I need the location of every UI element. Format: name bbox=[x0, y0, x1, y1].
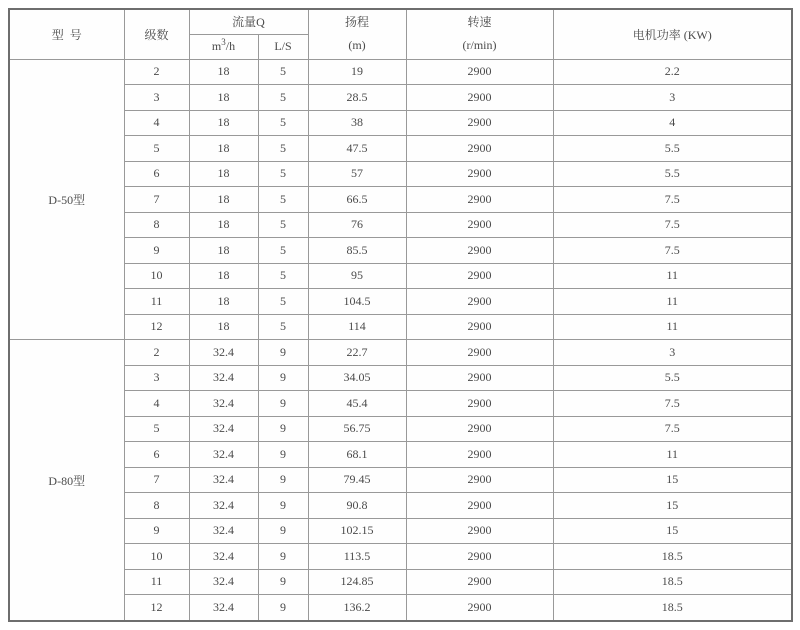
cell-speed: 2900 bbox=[406, 595, 553, 622]
cell-speed: 2900 bbox=[406, 544, 553, 570]
cell-ls: 5 bbox=[258, 238, 308, 264]
cell-m3h: 18 bbox=[189, 314, 258, 340]
header-stages: 级数 bbox=[124, 9, 189, 59]
pump-spec-table bbox=[8, 8, 793, 622]
table-row bbox=[9, 110, 792, 136]
cell-power: 5.5 bbox=[553, 136, 792, 162]
header-flow-group: 流量Q bbox=[189, 9, 308, 34]
cell-ls: 5 bbox=[258, 161, 308, 187]
cell-head: 68.1 bbox=[308, 442, 406, 468]
cell-m3h: 18 bbox=[189, 136, 258, 162]
cell-head: 104.5 bbox=[308, 289, 406, 315]
cell-head: 114 bbox=[308, 314, 406, 340]
flow-unit-base: m bbox=[211, 39, 222, 53]
cell-stages: 9 bbox=[124, 518, 189, 544]
header-head-title: 扬程 bbox=[345, 15, 370, 30]
table-body bbox=[9, 59, 792, 621]
table-row bbox=[9, 59, 792, 85]
cell-power: 11 bbox=[553, 289, 792, 315]
cell-stages: 7 bbox=[124, 187, 189, 213]
cell-head: 19 bbox=[308, 59, 406, 85]
cell-ls: 5 bbox=[258, 187, 308, 213]
cell-stages: 10 bbox=[124, 263, 189, 289]
cell-head: 57 bbox=[308, 161, 406, 187]
cell-stages: 6 bbox=[124, 161, 189, 187]
table-row bbox=[9, 340, 792, 366]
model-cell: D-80型 bbox=[9, 340, 124, 622]
cell-ls: 5 bbox=[258, 314, 308, 340]
header-speed bbox=[406, 9, 553, 59]
cell-head: 66.5 bbox=[308, 187, 406, 213]
cell-m3h: 18 bbox=[189, 263, 258, 289]
cell-stages: 3 bbox=[124, 85, 189, 111]
cell-stages: 12 bbox=[124, 595, 189, 622]
cell-speed: 2900 bbox=[406, 416, 553, 442]
cell-m3h: 18 bbox=[189, 161, 258, 187]
cell-m3h: 18 bbox=[189, 85, 258, 111]
table-row bbox=[9, 289, 792, 315]
cell-head: 102.15 bbox=[308, 518, 406, 544]
flow-unit-sup: 3 bbox=[221, 37, 226, 47]
cell-stages: 11 bbox=[124, 569, 189, 595]
cell-ls: 5 bbox=[258, 110, 308, 136]
cell-speed: 2900 bbox=[406, 110, 553, 136]
cell-m3h: 32.4 bbox=[189, 365, 258, 391]
header-model: 型 号 bbox=[9, 9, 124, 59]
cell-power: 4 bbox=[553, 110, 792, 136]
cell-m3h: 32.4 bbox=[189, 442, 258, 468]
header-row-1 bbox=[9, 9, 792, 34]
cell-ls: 5 bbox=[258, 212, 308, 238]
cell-head: 45.4 bbox=[308, 391, 406, 417]
cell-speed: 2900 bbox=[406, 518, 553, 544]
cell-speed: 2900 bbox=[406, 467, 553, 493]
cell-power: 18.5 bbox=[553, 569, 792, 595]
cell-power: 7.5 bbox=[553, 416, 792, 442]
cell-head: 47.5 bbox=[308, 136, 406, 162]
cell-power: 18.5 bbox=[553, 544, 792, 570]
cell-ls: 9 bbox=[258, 569, 308, 595]
cell-ls: 9 bbox=[258, 595, 308, 622]
cell-m3h: 18 bbox=[189, 187, 258, 213]
cell-speed: 2900 bbox=[406, 365, 553, 391]
table-row bbox=[9, 187, 792, 213]
cell-stages: 5 bbox=[124, 416, 189, 442]
table-row bbox=[9, 136, 792, 162]
table-row bbox=[9, 442, 792, 468]
cell-m3h: 32.4 bbox=[189, 493, 258, 519]
cell-m3h: 18 bbox=[189, 238, 258, 264]
header-head-unit: (m) bbox=[348, 38, 366, 53]
cell-stages: 2 bbox=[124, 59, 189, 85]
cell-ls: 9 bbox=[258, 544, 308, 570]
table-row bbox=[9, 416, 792, 442]
cell-ls: 9 bbox=[258, 493, 308, 519]
cell-m3h: 18 bbox=[189, 110, 258, 136]
cell-power: 7.5 bbox=[553, 187, 792, 213]
table-row bbox=[9, 212, 792, 238]
cell-stages: 4 bbox=[124, 391, 189, 417]
cell-head: 136.2 bbox=[308, 595, 406, 622]
table-row bbox=[9, 493, 792, 519]
cell-ls: 5 bbox=[258, 59, 308, 85]
cell-ls: 5 bbox=[258, 263, 308, 289]
cell-stages: 2 bbox=[124, 340, 189, 366]
cell-ls: 9 bbox=[258, 416, 308, 442]
cell-m3h: 32.4 bbox=[189, 416, 258, 442]
table-row bbox=[9, 595, 792, 622]
cell-ls: 9 bbox=[258, 467, 308, 493]
cell-power: 7.5 bbox=[553, 238, 792, 264]
cell-stages: 5 bbox=[124, 136, 189, 162]
cell-power: 11 bbox=[553, 314, 792, 340]
cell-m3h: 32.4 bbox=[189, 467, 258, 493]
cell-head: 38 bbox=[308, 110, 406, 136]
cell-m3h: 18 bbox=[189, 212, 258, 238]
table-header bbox=[9, 9, 792, 59]
cell-speed: 2900 bbox=[406, 340, 553, 366]
table-row bbox=[9, 518, 792, 544]
table-row bbox=[9, 467, 792, 493]
cell-stages: 4 bbox=[124, 110, 189, 136]
cell-speed: 2900 bbox=[406, 212, 553, 238]
cell-power: 15 bbox=[553, 467, 792, 493]
cell-m3h: 32.4 bbox=[189, 595, 258, 622]
cell-ls: 9 bbox=[258, 340, 308, 366]
cell-head: 22.7 bbox=[308, 340, 406, 366]
cell-power: 15 bbox=[553, 493, 792, 519]
table-row bbox=[9, 161, 792, 187]
cell-speed: 2900 bbox=[406, 136, 553, 162]
flow-unit-rest: /h bbox=[225, 39, 236, 53]
cell-speed: 2900 bbox=[406, 263, 553, 289]
cell-head: 90.8 bbox=[308, 493, 406, 519]
cell-speed: 2900 bbox=[406, 493, 553, 519]
cell-stages: 8 bbox=[124, 493, 189, 519]
header-speed-title: 转速 bbox=[467, 15, 492, 30]
cell-speed: 2900 bbox=[406, 442, 553, 468]
cell-head: 124.85 bbox=[308, 569, 406, 595]
model-cell: D-50型 bbox=[9, 59, 124, 340]
table-row bbox=[9, 569, 792, 595]
table-row bbox=[9, 263, 792, 289]
cell-ls: 5 bbox=[258, 85, 308, 111]
cell-head: 56.75 bbox=[308, 416, 406, 442]
cell-stages: 10 bbox=[124, 544, 189, 570]
cell-head: 79.45 bbox=[308, 467, 406, 493]
cell-m3h: 32.4 bbox=[189, 340, 258, 366]
cell-stages: 3 bbox=[124, 365, 189, 391]
cell-power: 11 bbox=[553, 442, 792, 468]
cell-speed: 2900 bbox=[406, 187, 553, 213]
table-row bbox=[9, 314, 792, 340]
cell-m3h: 32.4 bbox=[189, 391, 258, 417]
cell-ls: 5 bbox=[258, 136, 308, 162]
cell-head: 28.5 bbox=[308, 85, 406, 111]
cell-power: 18.5 bbox=[553, 595, 792, 622]
cell-power: 2.2 bbox=[553, 59, 792, 85]
cell-m3h: 32.4 bbox=[189, 518, 258, 544]
cell-ls: 9 bbox=[258, 391, 308, 417]
cell-power: 3 bbox=[553, 85, 792, 111]
cell-power: 3 bbox=[553, 340, 792, 366]
table-row bbox=[9, 544, 792, 570]
cell-power: 5.5 bbox=[553, 161, 792, 187]
cell-stages: 12 bbox=[124, 314, 189, 340]
cell-head: 113.5 bbox=[308, 544, 406, 570]
cell-m3h: 32.4 bbox=[189, 544, 258, 570]
cell-ls: 9 bbox=[258, 442, 308, 468]
cell-stages: 7 bbox=[124, 467, 189, 493]
cell-ls: 5 bbox=[258, 289, 308, 315]
cell-power: 7.5 bbox=[553, 391, 792, 417]
header-flow-ls: L/S bbox=[258, 34, 308, 59]
cell-head: 95 bbox=[308, 263, 406, 289]
cell-power: 15 bbox=[553, 518, 792, 544]
header-power: 电机功率 (KW) bbox=[553, 9, 792, 59]
cell-head: 76 bbox=[308, 212, 406, 238]
cell-power: 5.5 bbox=[553, 365, 792, 391]
cell-speed: 2900 bbox=[406, 569, 553, 595]
cell-power: 7.5 bbox=[553, 212, 792, 238]
header-head bbox=[308, 9, 406, 59]
cell-head: 85.5 bbox=[308, 238, 406, 264]
cell-stages: 11 bbox=[124, 289, 189, 315]
cell-speed: 2900 bbox=[406, 238, 553, 264]
cell-stages: 8 bbox=[124, 212, 189, 238]
cell-m3h: 18 bbox=[189, 59, 258, 85]
cell-speed: 2900 bbox=[406, 391, 553, 417]
table-row bbox=[9, 85, 792, 111]
table-row bbox=[9, 238, 792, 264]
cell-stages: 6 bbox=[124, 442, 189, 468]
cell-speed: 2900 bbox=[406, 289, 553, 315]
cell-speed: 2900 bbox=[406, 59, 553, 85]
cell-power: 11 bbox=[553, 263, 792, 289]
cell-head: 34.05 bbox=[308, 365, 406, 391]
cell-stages: 9 bbox=[124, 238, 189, 264]
cell-ls: 9 bbox=[258, 365, 308, 391]
header-flow-m3h bbox=[189, 34, 258, 59]
cell-m3h: 32.4 bbox=[189, 569, 258, 595]
cell-speed: 2900 bbox=[406, 314, 553, 340]
cell-ls: 9 bbox=[258, 518, 308, 544]
cell-speed: 2900 bbox=[406, 161, 553, 187]
header-speed-unit: (r/min) bbox=[462, 38, 497, 53]
cell-speed: 2900 bbox=[406, 85, 553, 111]
table-row bbox=[9, 365, 792, 391]
table-row bbox=[9, 391, 792, 417]
cell-m3h: 18 bbox=[189, 289, 258, 315]
